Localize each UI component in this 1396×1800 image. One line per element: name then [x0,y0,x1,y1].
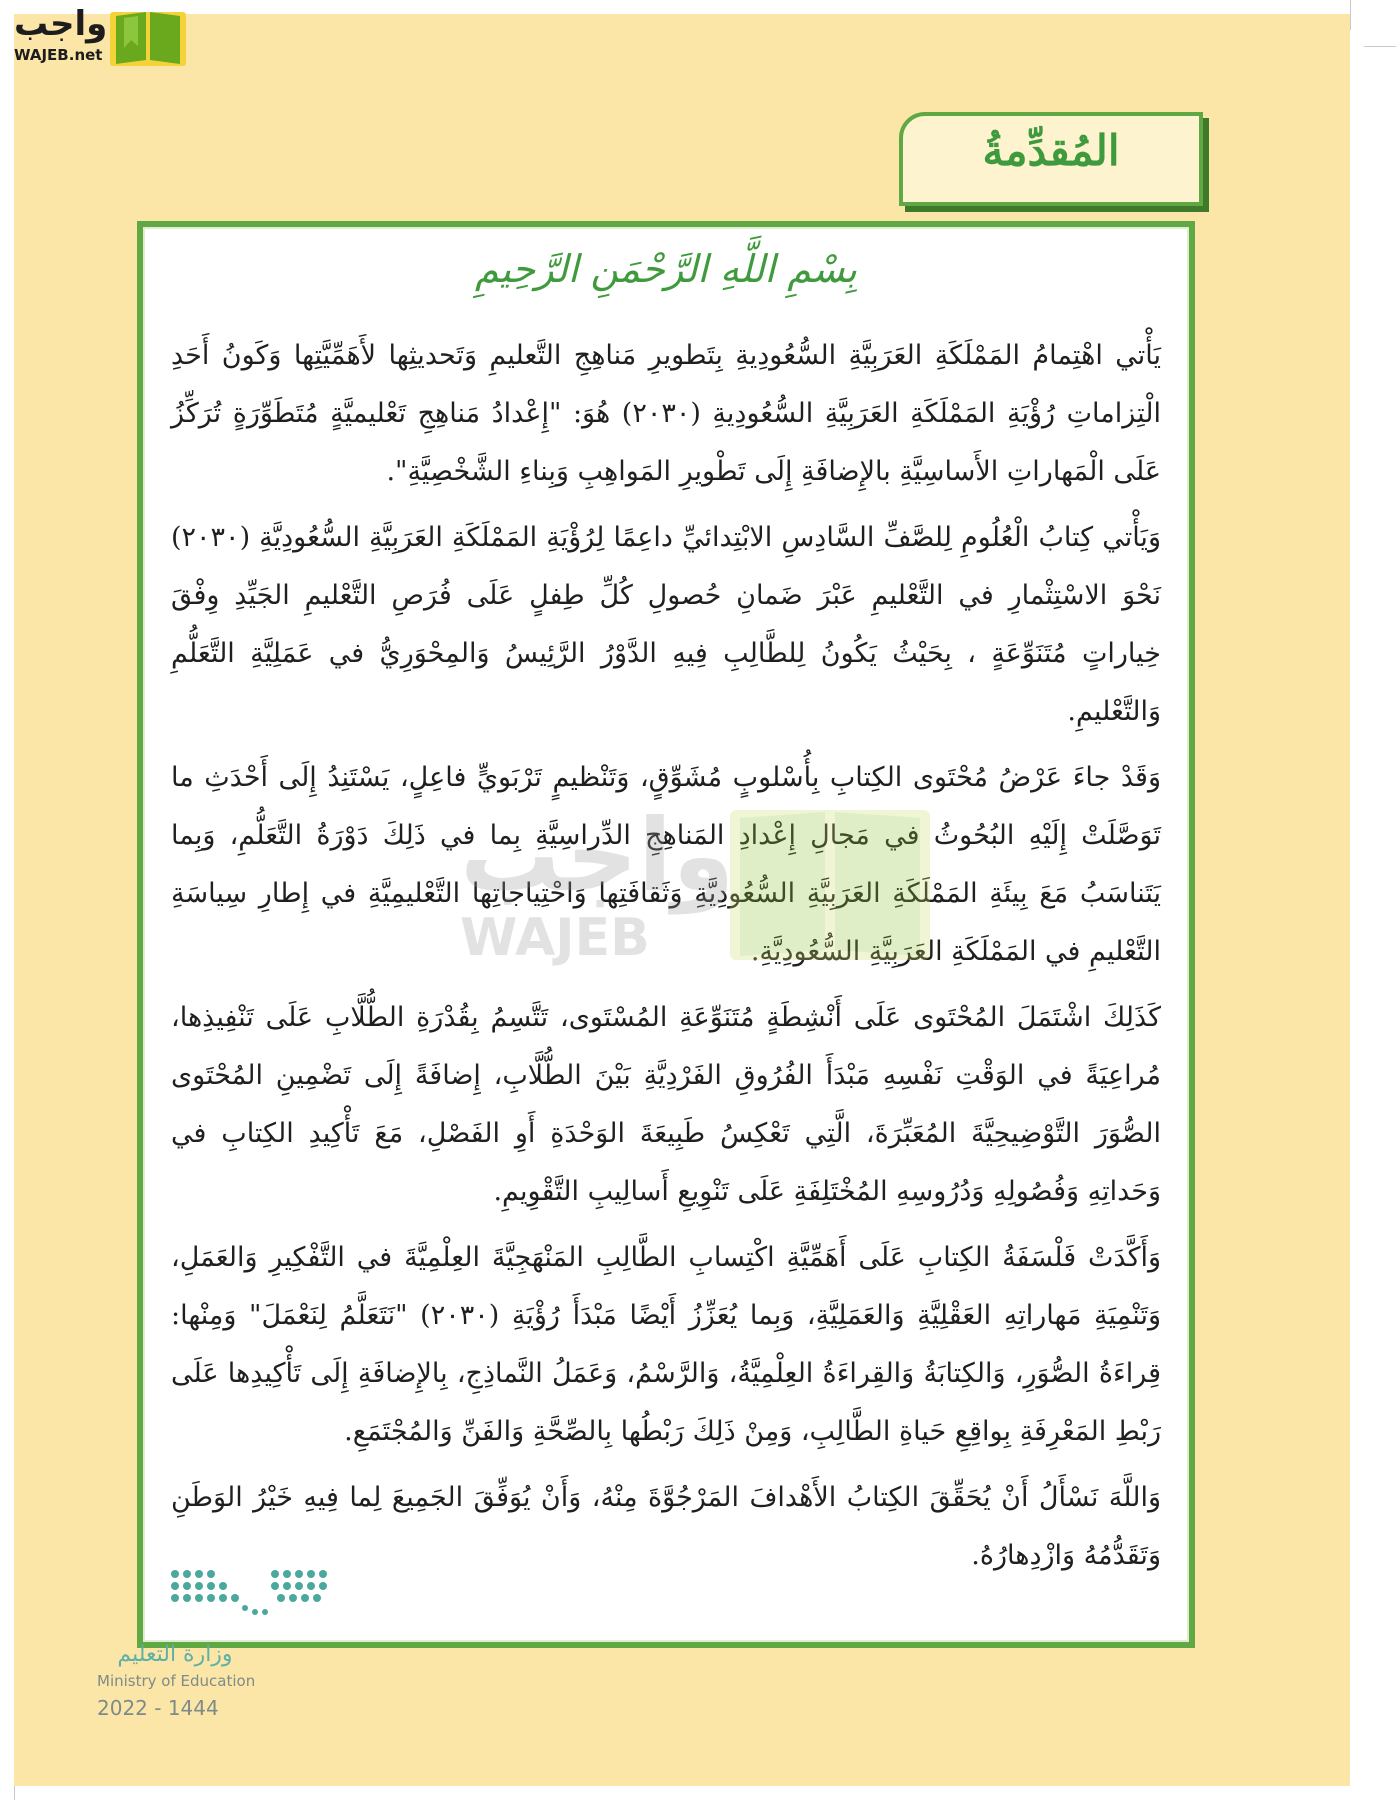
edition-year: 2022 - 1444 [97,1696,219,1720]
paragraph: وَيَأْتي كِتابُ الْعُلُومِ لِلصَّفِّ السَّادِسِ الابْتِدائيِّ داعِمًا لِرُؤْيَةِ المَمْلَكَةِ العَرَبِيَّةِ السُّعُودِيَّةِ (٢٠٣٠) نَحْوَ الاسْتِثْمارِ في التَّعْليمِ عَبْرَ ضَمانِ حُصولِ كُلِّ طِفلٍ عَلَى فُرَصِ التَّعْليمِ الجَيِّدِ وِفْقَ خِياراتٍ مُتَنَوِّعَةٍ ، بِحَيْثُ يَكُونُ لِلطَّالِبِ فِيهِ الدَّوْرُ الرَّئِيسُ وَالمِحْوَرِيُّ في عَمَلِيَّةِ التَّعَلُّمِ وَالتَّعْليمِ. [171,522,1161,727]
paragraph: يَأْتي اهْتِمامُ المَمْلَكَةِ العَرَبِيَّةِ السُّعُودِيةِ بِتَطويرِ مَناهِجِ التَّعليمِ وَتَحديثِها لأَهَمِّيَّتِها وَكَونُ أَحَدِ الْتِزاماتِ رُؤْيَةِ المَمْلَكَةِ العَرَبِيَّةِ السُّعُودِيةِ (٢٠٣٠) هُوَ: "إِعْدادُ مَناهِجِ تَعْليميَّةٍ مُتَطَوِّرَةٍ تُرَكِّزُ عَلَى الْمَهاراتِ الأَساسِيَّةِ بالإِضافَةِ إِلَى تَطْويرِ المَواهِبِ وَبِناءِ الشَّخْصِيَّةِ". [171,340,1161,487]
crop-mark [1350,0,1351,30]
wajeb-logo[interactable] [8,4,190,70]
page-title: المُقدِّمةُ [982,126,1120,175]
paragraph: وَقَدْ جاءَ عَرْضُ مُحْتَوى الكِتابِ بِأُسْلوبٍ مُشَوِّقٍ، وَتَنْظيمٍ تَرْبَويٍّ فاعِلٍ، يَسْتَنِدُ إِلَى أَحْدَثِ ما تَوَصَّلَتْ إِلَيْهِ البُحُوثُ في مَجالِ إِعْدادِ المَناهِجِ الدِّراسِيَّةِ بِما في ذَلِكَ دَوْرَةُ التَّعَلُّمِ، وَبِما يَتَناسَبُ مَعَ بِيئَةِ المَمْلَكَةِ العَرَبِيَّةِ السُّعُودِيَّةِ وَثَقافَتِها وَاحْتِياجاتِها التَّعْليمِيَّةِ في إِطارِ سِياسَةِ التَّعْليمِ في المَمْلَكَةِ العَرَبِيَّةِ السُّعُودِيَّةِ. [171,762,1161,967]
ministry-logo [95,1560,335,1720]
wajeb-watermark [450,790,950,974]
ministry-arabic-name: وزارة التعليم [117,1642,233,1667]
book-icon [108,6,188,68]
watermark-latin-text: WAJEB [460,908,650,968]
basmala: بِسْمِ اللَّهِ الرَّحْمَنِ الرَّحِيمِ [475,247,857,291]
section-title-box [899,112,1203,206]
paragraph: كَذَلِكَ اشْتَمَلَ المُحْتَوى عَلَى أَنْشِطَةٍ مُتَنَوِّعَةِ المُسْتَوى، تَتَّسِمُ بِقُدْرَةِ الطُّلَّابِ عَلَى تَنْفِيذِها، مُراعِيَةً في الوَقْتِ نَفْسِهِ مَبْدَأَ الفُرُوقِ الفَرْدِيَّةِ بَيْنَ الطُّلَّابِ، إِضافَةً إِلَى تَضْمِينِ المُحْتَوى الصُّوَرَ التَّوْضِيحِيَّةَ المُعَبِّرَةَ، الَّتِي تَعْكِسُ طَبِيعَةَ الوَحْدَةِ أَوِ الفَصْلِ، مَعَ تَأْكِيدِ الكِتابِ في وَحَداتِهِ وَفُصُولِهِ وَدُرُوسِهِ المُخْتَلِفَةِ عَلَى تَنْوِيعِ أَسالِيبِ التَّقْوِيمِ. [171,1002,1161,1207]
paragraph: وَاللَّهَ نَسْأَلُ أَنْ يُحَقِّقَ الكِتابُ الأَهْدافَ المَرْجُوَّةَ مِنْهُ، وَأَنْ يُوَفِّقَ الجَمِيعَ لِما فِيهِ خَيْرُ الوَطَنِ وَتَقَدُّمُهُ وَازْدِهارُهُ. [171,1482,1161,1571]
paragraph: وَأَكَّدَتْ فَلْسَفَةُ الكِتابِ عَلَى أَهَمِّيَّةِ اكْتِسابِ الطَّالِبِ المَنْهَجِيَّةَ العِلْمِيَّةَ في التَّفْكِيرِ وَالعَمَلِ، وَتَنْمِيَةِ مَهاراتِهِ العَقْلِيَّةِ وَالعَمَلِيَّةِ، وَبِما يُعَزِّزُ أَيْضًا مَبْدَأَ رُؤْيَةِ (٢٠٣٠) "نَتَعَلَّمُ لِنَعْمَلَ" وَمِنْها: قِراءَةُ الصُّوَرِ، وَالكِتابَةُ وَالقِراءَةُ العِلْمِيَّةُ، وَالرَّسْمُ، وَعَمَلُ النَّماذِجِ، بِالإِضافَةِ إِلَى تَأْكِيدِها عَلَى رَبْطِ المَعْرِفَةِ بِواقِعِ حَياةِ الطَّالِبِ، وَمِنْ ذَلِكَ رَبْطُها بِالصِّحَّةِ وَالفَنِّ وَالمُجْتَمَعِ. [171,1242,1162,1447]
ministry-emblem-icon [95,1560,335,1640]
logo-latin-text: WAJEB.net [14,46,103,64]
logo-arabic-text: واجب [14,4,108,44]
ministry-english-name: Ministry of Education [97,1672,256,1690]
watermark-logo-icon [450,790,950,970]
crop-mark [1364,46,1396,47]
crop-mark [14,1786,15,1800]
watermark-arabic-text: واجب [460,797,735,914]
